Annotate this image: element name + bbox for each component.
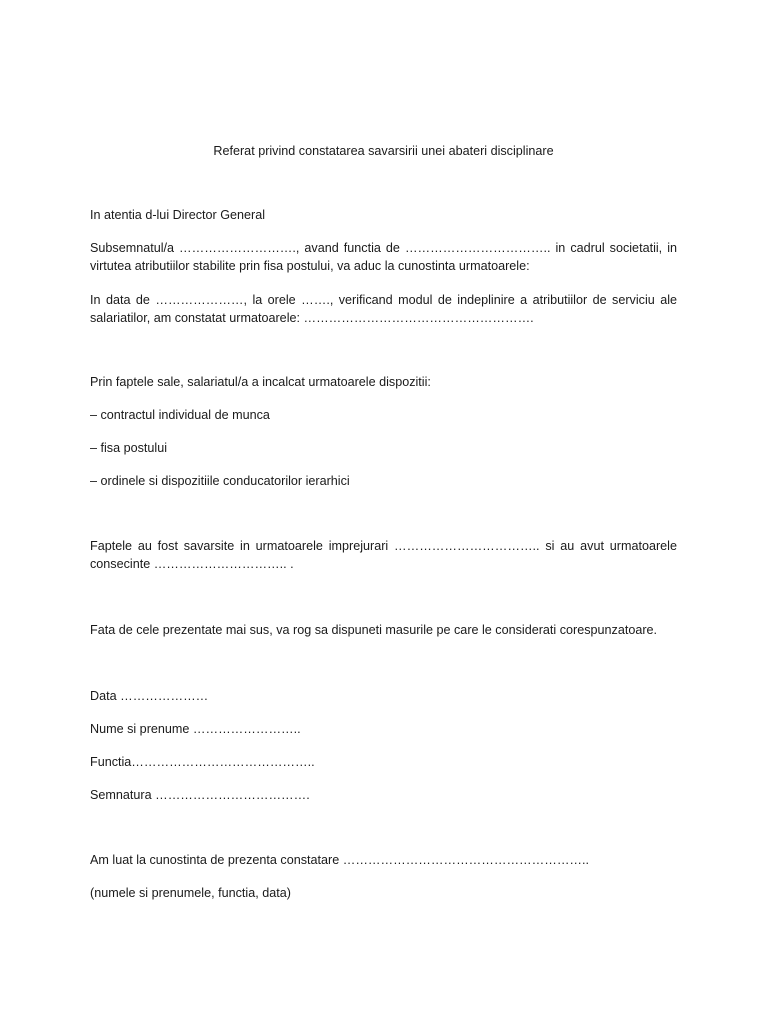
dispozitii-intro: Prin faptele sale, salariatul/a a incalcat urmatoarele dispozitii: <box>90 375 431 389</box>
field-semnatura: Semnatura ………………………………. <box>90 788 310 802</box>
field-nume-prenume: Nume si prenume …………………….. <box>90 722 301 736</box>
acknowledgement-note: (numele si prenumele, functia, data) <box>90 886 291 900</box>
paragraph-data-constatare: In data de …………………, la orele ……., verificand modul de indeplinire a atributiilor de serviciu ale salariatilor, am constatat urmatoarele: ………………………………………………. <box>90 293 677 325</box>
acknowledgement-line: Am luat la cunostinta de prezenta constatare ………………………………………………….. <box>90 853 590 867</box>
field-data: Data ………………… <box>90 689 209 703</box>
paragraph-subsemnatul: Subsemnatul/a ………………………., avand functia de …………………………….. in cadrul societatii, in virtutea atributiilor stabilite prin fisa postului, va aduc la cunostinta urmatoarele: <box>90 241 677 273</box>
dispozitie-item: – fisa postului <box>90 441 168 455</box>
dispozitie-item: – contractul individual de munca <box>90 408 270 422</box>
paragraph-faptele: Faptele au fost savarsite in urmatoarele imprejurari …………………………….. si au avut urmatoarele consecinte ………………………….. . <box>90 539 677 571</box>
paragraph-fata-de-cele: Fata de cele prezentate mai sus, va rog sa dispuneti masurile pe care le considerati corespunzatoare. <box>90 623 658 637</box>
field-functia: Functia…………………………………….. <box>90 755 315 769</box>
document-title: Referat privind constatarea savarsirii unei abateri disciplinare <box>213 144 554 158</box>
dispozitie-item: – ordinele si dispozitiile conducatorilor ierarhici <box>90 474 350 488</box>
addressee-line: In atentia d-lui Director General <box>90 208 265 222</box>
